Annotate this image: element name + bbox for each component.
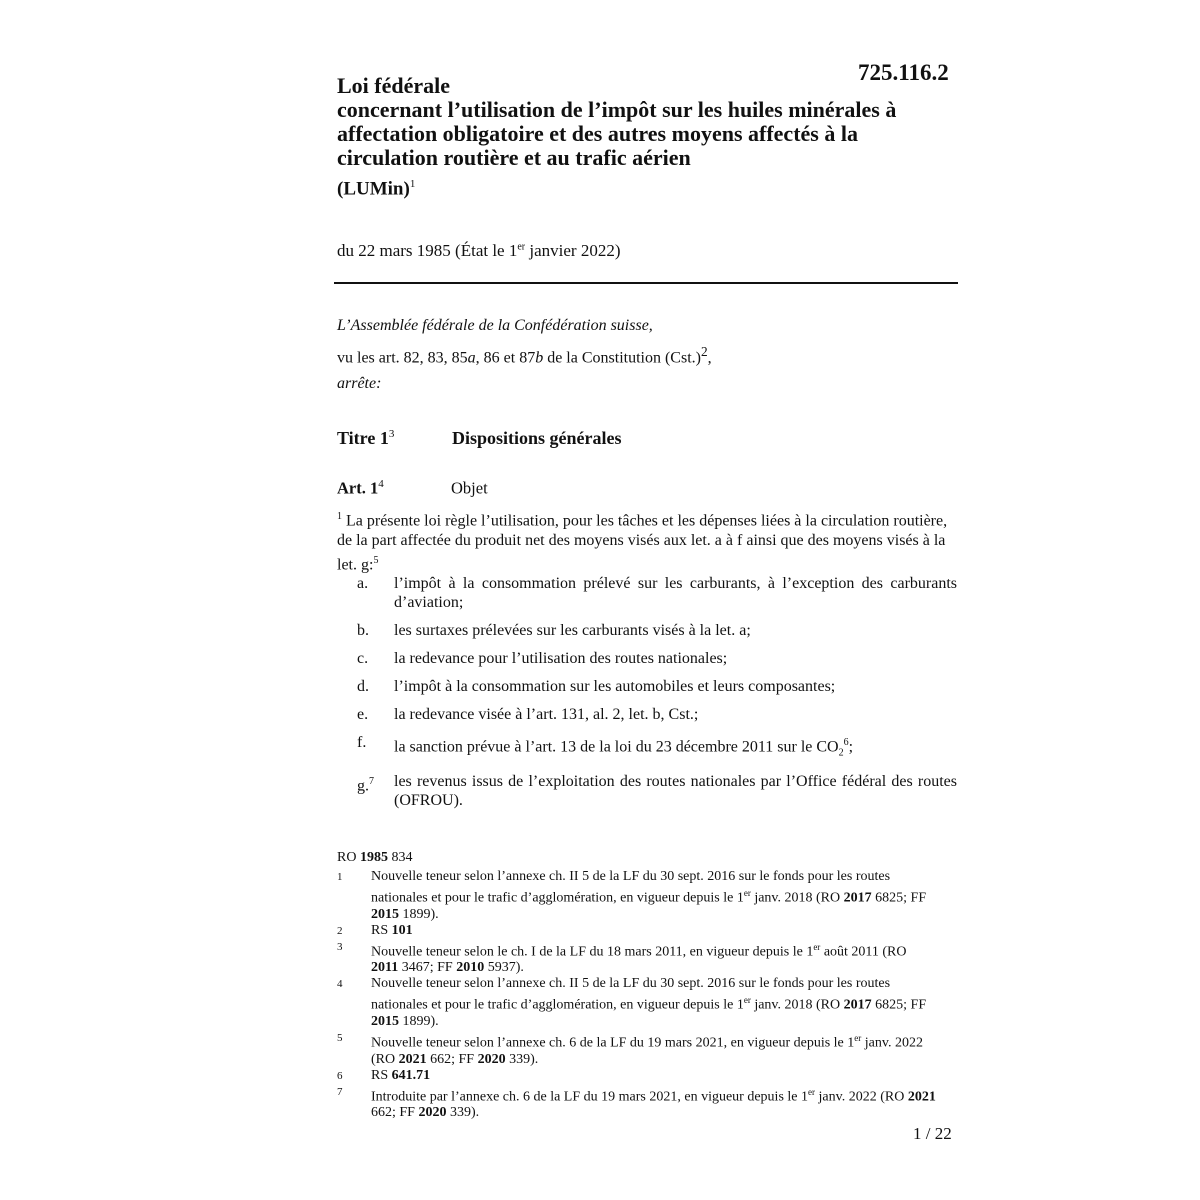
footnote-part: Nouvelle teneur selon l’annexe ch. II 5 de la LF du 30 sept. 2016 sur le fonds pour les routes nationales et pour le trafic d’agglomération, en vigueur depuis le 1 [371,976,891,1013]
footnote-part: 2011 [371,960,399,976]
footnote-ref-5[interactable]: 5 [373,555,379,567]
source-year: 1985 [359,850,388,865]
letter-f-end: ; [848,738,854,756]
footnote-ref-6[interactable]: 6 [843,737,849,748]
footnote-part: 2017 [843,890,872,906]
law-title-line: circulation routière et au trafic aérien [337,145,691,170]
source-prefix: RO [337,850,360,865]
list-item [337,649,957,668]
co2-subscript: 2 [838,747,844,759]
footnote-part: er [813,941,821,952]
footnote-part: 6825; FF [871,997,927,1013]
footnote-part: 2021 [907,1089,936,1105]
footnote-number: 2 [337,924,343,937]
basis-text: de la Constitution (Cst.) [543,349,701,367]
footnote-part: Nouvelle teneur selon l’annexe ch. II 5 de la LF du 30 sept. 2016 sur le fonds pour les routes nationales et pour le trafic d’agglomération, en vigueur depuis le 1 [371,869,891,906]
footnote-part: 2015 [371,1013,399,1029]
footnote-part: 2017 [843,997,872,1013]
footnote-text [371,939,937,977]
abbreviation-text: (LUMin) [337,178,410,200]
list-item [337,772,957,810]
paragraph-text: La présente loi règle l’utilisation, pour les tâches et les dépenses liées à la circulation routière, de la part affectée du produit net des moyens visés aux let. a à f ainsi que des moyens visés à la let. g: [337,512,948,574]
preamble-authority: L’Assemblée fédérale de la Confédération suisse, [337,317,653,334]
preamble-basis [337,339,957,371]
preamble [337,313,957,397]
titre-heading [337,428,622,449]
footnote-part: janv. 2022 (RO [371,1035,923,1067]
letter-text: l’impôt à la consommation sur les automobiles et leurs composantes; [394,678,836,695]
preamble-decree: arrête: [337,375,382,393]
page-number: 1 / 22 [913,1124,952,1143]
footnote-part: er [808,1086,815,1097]
official-source [337,850,412,866]
law-abbreviation [337,178,415,200]
footnote-part: 1899). [399,906,439,922]
footnotes [337,869,937,1121]
basis-text: , 86 et 87 [475,349,536,367]
law-title-line: Loi fédérale [337,73,451,98]
list-item [337,733,957,763]
letter-label: d. [357,678,369,695]
footnote-part: RS [371,922,392,938]
letter-text: les revenus issus de l’exploitation des routes nationales par l’Office fédéral des routes (OFROU). [394,772,957,809]
letter-label: c. [357,650,369,667]
footnote [337,923,937,939]
footnote-part: 6825; FF [871,890,927,906]
letter-text [394,733,957,763]
footnote-ref-7[interactable]: 7 [369,775,374,787]
footnote-part: Nouvelle teneur selon le ch. I de la LF du 18 mars 2011, en vigueur depuis le 1 [371,944,814,960]
letter-text: la redevance pour l’utilisation des routes nationales; [394,650,728,667]
footnote-part: 5937). [484,960,524,976]
footnote-part: 662; FF [371,1105,419,1121]
article-heading [337,478,488,499]
footnote-ref-1[interactable]: 1 [409,178,416,190]
footnote-part: Nouvelle teneur selon l’annexe ch. 6 de la LF du 19 mars 2021, en vigueur depuis le 1 [371,1035,855,1051]
footnote-part: 641.71 [391,1067,431,1083]
footnote-number: 7 [337,1085,343,1098]
letter-text: la redevance visée à l’art. 131, al. 2, let. b, Cst.; [394,706,699,723]
footnote-part: Introduite par l’annexe ch. 6 de la LF du 19 mars 2021, en vigueur depuis le 1 [371,1089,808,1105]
footnote-number: 5 [337,1031,343,1044]
footnote-text [371,1030,937,1068]
footnote-ref-4[interactable]: 4 [378,478,384,490]
rs-number: 725.116.2 [858,60,949,85]
footnote-part: août 2011 (RO [820,944,907,960]
footnote-part: 339). [446,1105,480,1121]
footnote-number: 3 [337,940,343,953]
list-item [337,705,957,724]
letter-label: a. [357,575,369,592]
footnote-part: 2020 [477,1051,506,1067]
footnote-part: RS [371,1067,392,1083]
footnote-part: 2021 [398,1051,427,1067]
letter-g-label: g. [357,776,369,794]
header-divider [334,282,958,284]
footnote-number: 6 [337,1069,343,1082]
titre-number: Titre 1 [337,428,389,448]
footnote [337,939,937,977]
letter-f-text: la sanction prévue à l’art. 13 de la loi du 23 décembre 2011 sur le CO [394,738,839,756]
letter-label: f. [357,734,367,751]
basis-text: vu les art. 82, 83, 85 [337,349,468,367]
footnote [337,1030,937,1068]
footnote [337,1084,937,1122]
article-number: Art. 1 [337,478,379,498]
footnote-text [371,976,937,1030]
basis-letter: b [535,349,544,367]
source-page: 834 [387,850,413,865]
basis-letter: a [467,349,476,367]
date-ordinal: er [517,241,526,253]
footnote-part: er [743,995,751,1006]
list-item [337,574,957,612]
paragraph-number: 1 [337,511,342,522]
footnote-part: 2010 [456,960,485,976]
footnote-part: 339). [505,1051,539,1067]
list-item [337,677,957,696]
footnote-number: 1 [337,871,343,883]
letter-label: e. [357,706,369,723]
footnote-text [371,1068,430,1084]
footnote-text [371,1084,937,1122]
date-line [337,241,621,261]
footnote-part: er [854,1032,862,1043]
date-prefix: du 22 mars 1985 (État le 1 [337,241,518,260]
law-title-line: affectation obligatoire et des autres moyens affectés à la [337,121,858,146]
letter-text: les surtaxes prélevées sur les carburants visés à la let. a; [394,622,751,639]
footnote-part: 2015 [371,906,399,922]
footnote-text [371,869,937,923]
footnote [337,976,937,1030]
footnote-ref-2[interactable]: 2 [700,344,708,359]
footnote-number: 4 [337,978,343,991]
footnote-part: 2020 [418,1105,447,1121]
footnote-part: janv. 2018 (RO [750,890,844,906]
article-paragraph [337,507,957,576]
footnote-part: janv. 2018 (RO [750,997,844,1013]
footnote-text [371,923,413,939]
list-item [337,621,957,640]
footnote-part: 3467; FF [398,960,457,976]
footnote-part: er [743,888,751,898]
footnote [337,1068,937,1084]
letter-text: l’impôt à la consommation prélevé sur les carburants, à l’exception des carburants d’aviation; [394,575,957,611]
article-title: Objet [451,478,488,498]
footnote-part: janv. 2022 (RO [815,1089,908,1105]
law-title [337,74,977,170]
letter-list [337,574,957,819]
letter-label [337,772,394,810]
letter-label: b. [357,622,369,639]
footnote-part: 101 [391,922,413,938]
footnote-part: 662; FF [426,1051,478,1067]
footnote-part: 1899). [399,1013,439,1029]
date-suffix: janvier 2022) [525,241,621,260]
law-title-line: concernant l’utilisation de l’impôt sur les huiles minérales à [337,97,897,122]
footnote [337,869,937,923]
titre-title: Dispositions générales [452,428,622,448]
basis-text: , [707,349,712,367]
footnote-ref-3[interactable]: 3 [388,428,395,440]
